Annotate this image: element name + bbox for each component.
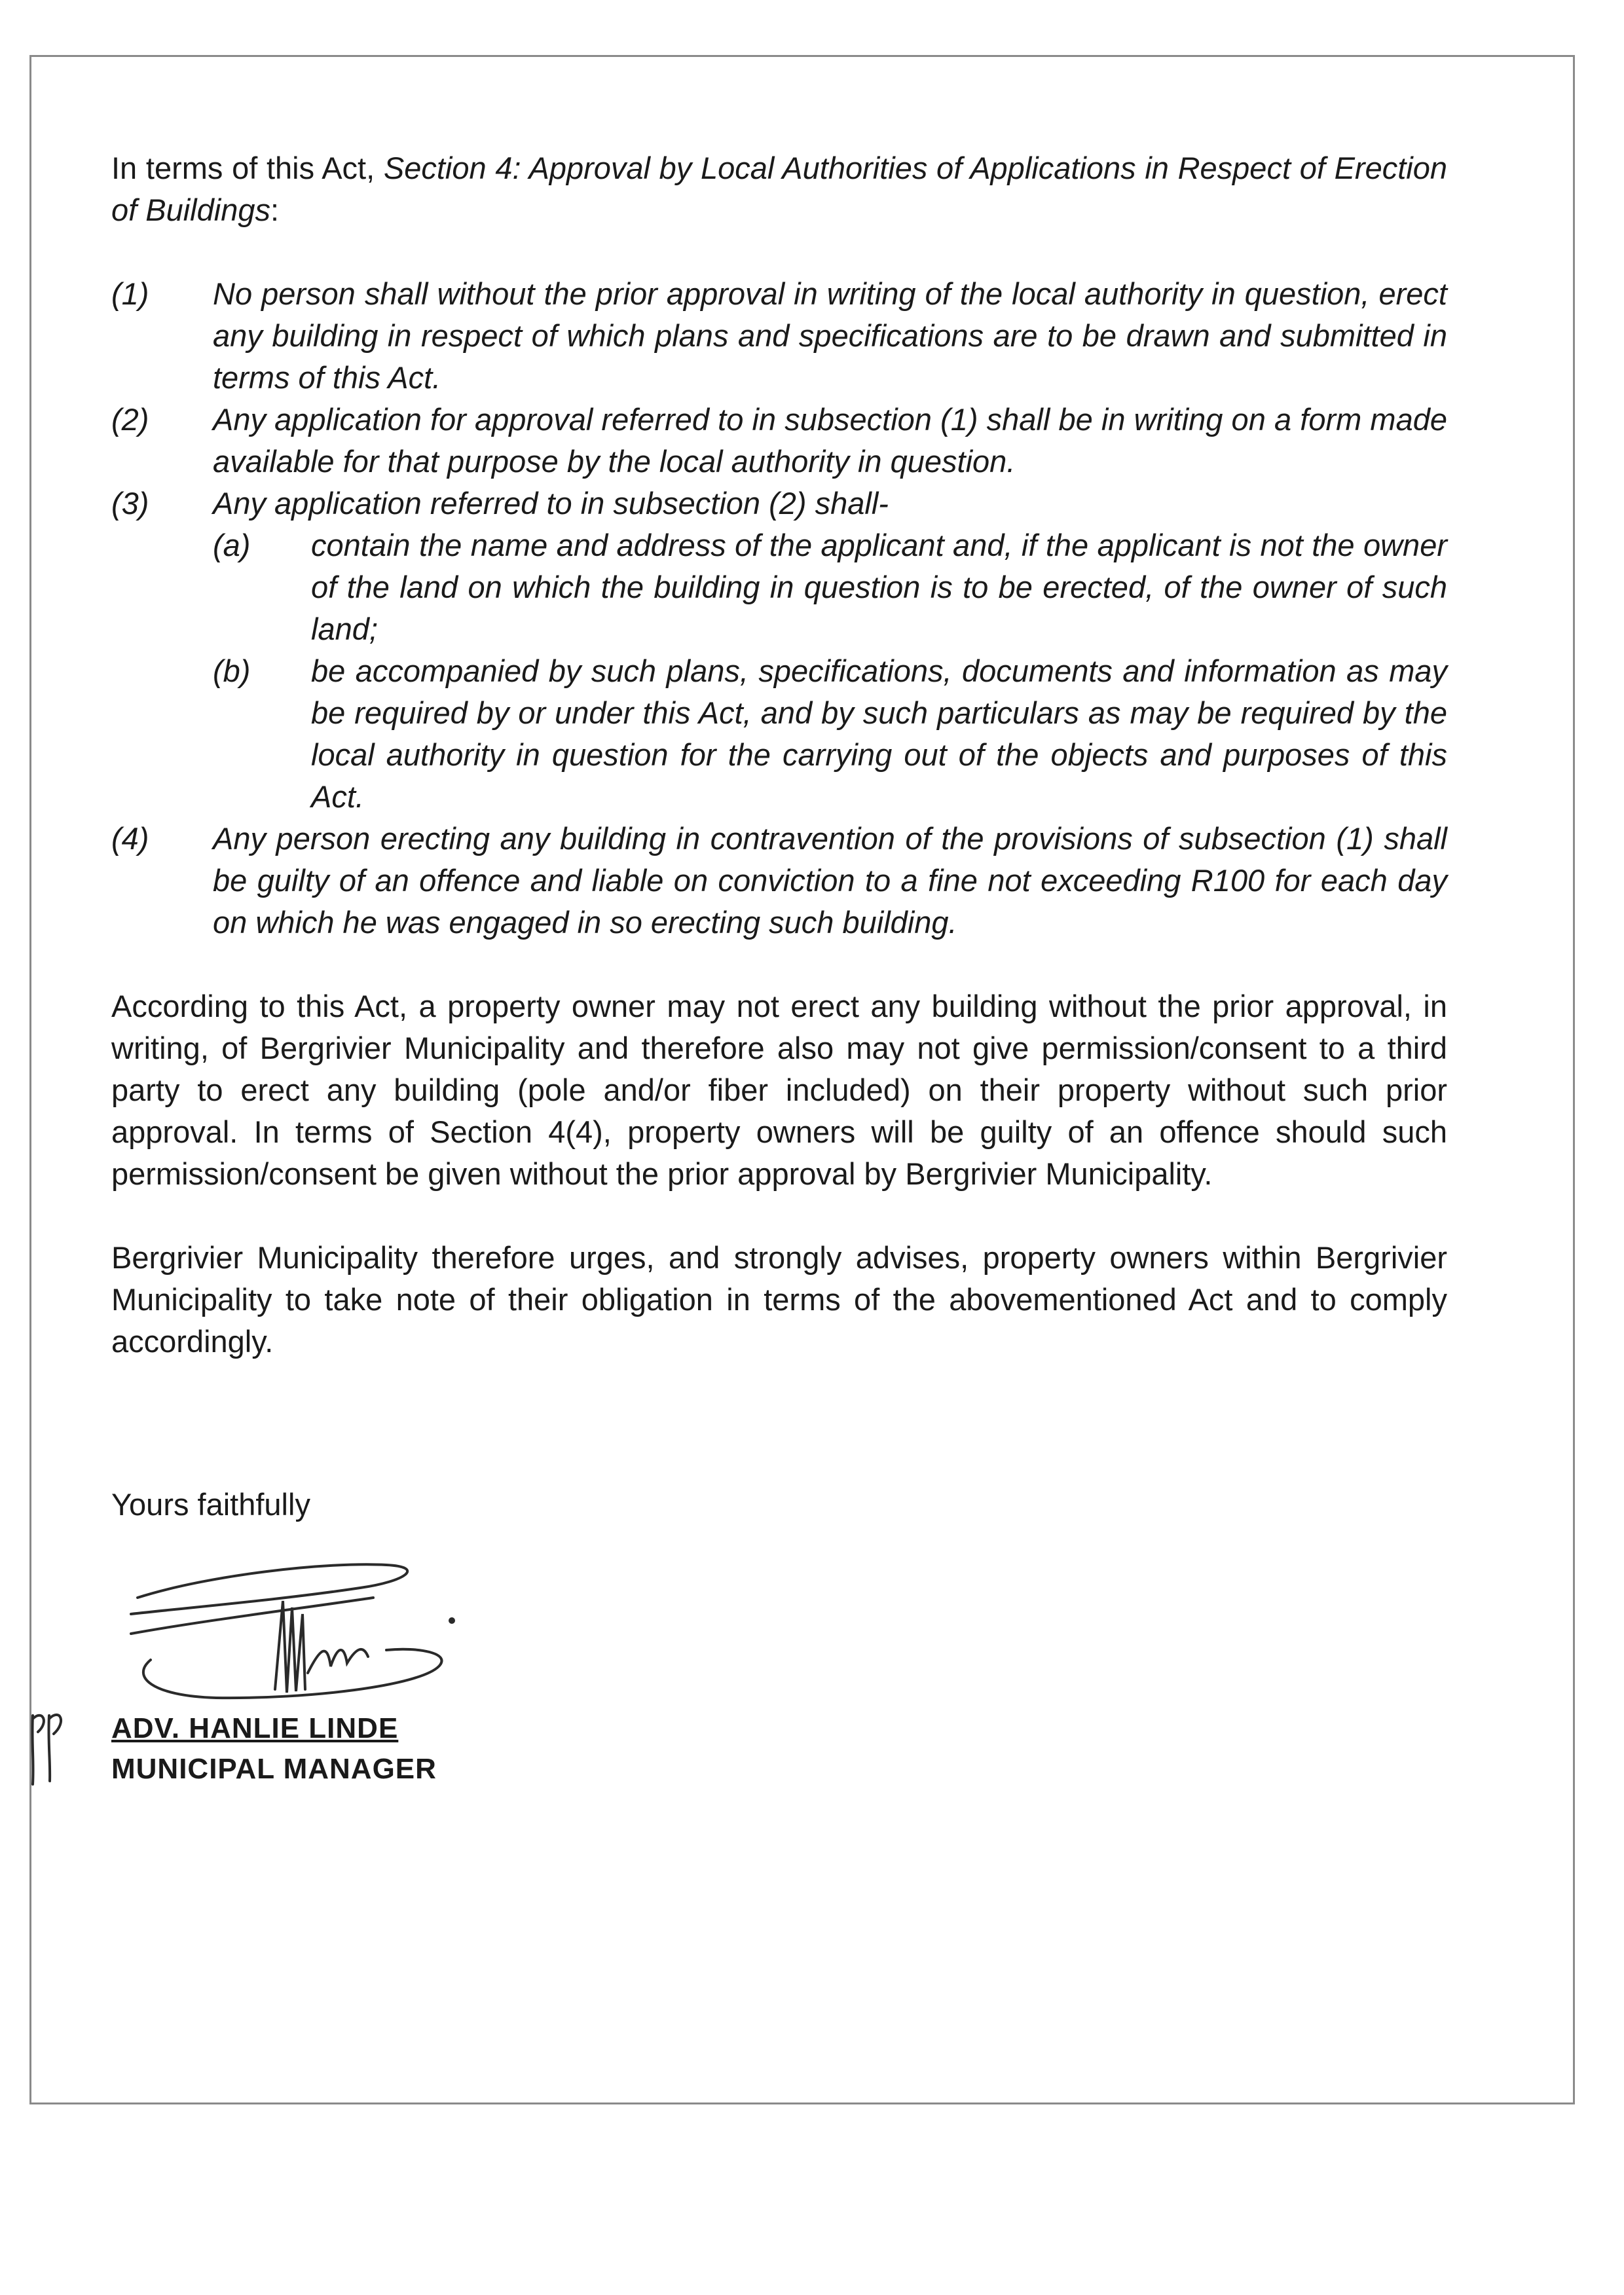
intro-lead: In terms of this Act, (111, 151, 384, 185)
subsection-text: Any application for approval referred to in subsection (1) shall be in writing on a form made available for that purpose by the local authority in question. (213, 402, 1447, 479)
body-paragraph-2: Bergrivier Municipality therefore urges, and strongly advises, property owners within Bergrivier Municipality to take note of their obligation in terms of the abovementioned Act and to comply accordingly. (111, 1240, 1447, 1359)
signatory-name: ADV. HANLIE LINDE (111, 1712, 399, 1744)
paragraph-number: (a) (213, 528, 251, 562)
letter-body (111, 147, 1447, 1556)
subsection-number: (3) (111, 486, 149, 521)
paragraph-number: (b) (213, 653, 251, 688)
paragraph-text: be accompanied by such plans, specifications, documents and information as may be required by or under this Act, and by such particulars as may be required by the local authority in question for the carrying out of the objects and purposes of this Act. (311, 653, 1447, 814)
signature-image (111, 1535, 478, 1719)
intro-paragraph (111, 147, 1447, 231)
subsection-number: (2) (111, 402, 149, 437)
subsection-text: Any application referred to in subsection (2) shall- (213, 486, 889, 521)
section-title: Section 4: Approval by Local Authorities of Applications in Respect of Erection of Buildings (111, 151, 1447, 227)
subsection-2 (111, 399, 1447, 483)
subsection-number: (4) (111, 821, 149, 856)
subsection-1 (111, 273, 1447, 399)
closing-salutation: Yours faithfully (111, 1487, 310, 1522)
subsection-text: Any person erecting any building in contravention of the provisions of subsection (1) shall be guilty of an offence and liable on conviction to a fine not exceeding R100 for each day on which he was engaged in so erecting such building. (213, 821, 1447, 940)
paragraph-a (213, 524, 1447, 650)
intro-colon: : (270, 193, 280, 227)
initials-mark (26, 1702, 72, 1788)
subsection-number: (1) (111, 276, 149, 311)
subsection-text: No person shall without the prior approval in writing of the local authority in question, erect any building in respect of which plans and specifications are to be drawn and submitted in terms of this Act. (213, 276, 1447, 395)
subsection-4 (111, 818, 1447, 944)
subsection-3 (111, 483, 1447, 524)
body-paragraph-1: According to this Act, a property owner may not erect any building without the prior approval, in writing, of Bergrivier Municipality and therefore also may not give permission/consent to a third party to erect any building (pole and/or fiber included) on their property without such prior approval. In terms of Section 4(4), property owners will be guilty of an offence should such permission/consent be given without the prior approval by Bergrivier Municipality. (111, 989, 1447, 1191)
signatory-title: MUNICIPAL MANAGER (111, 1753, 437, 1785)
paragraph-b (213, 650, 1447, 818)
paragraph-text: contain the name and address of the applicant and, if the applicant is not the owner of the land on which the building in question is to be erected, of the owner of such land; (311, 528, 1447, 646)
